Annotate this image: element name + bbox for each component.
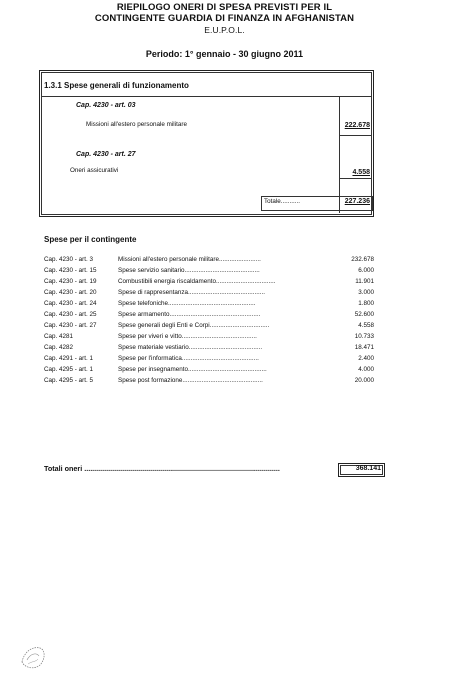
row-cap: Cap. 4230 - art. 15 bbox=[44, 267, 97, 274]
row-cap: Cap. 4295 - art. 1 bbox=[44, 366, 94, 373]
row-amount: 52.600 bbox=[354, 311, 374, 318]
row-amount: 1.800 bbox=[358, 300, 374, 307]
title-separator bbox=[41, 96, 371, 97]
table-row bbox=[44, 267, 374, 277]
row-cap: Cap. 4291 - art. 1 bbox=[44, 355, 94, 362]
contingente-title: Spese per il contingente bbox=[44, 235, 137, 244]
table-row bbox=[44, 333, 374, 343]
periodo: Periodo: 1° gennaio - 30 giugno 2011 bbox=[145, 49, 304, 59]
row-desc: Combustibili energia riscaldamento.................................. bbox=[118, 278, 276, 285]
row-amount: 3.000 bbox=[358, 289, 374, 296]
funzionamento-box-inner bbox=[41, 72, 372, 215]
row-cap: Cap. 4230 - art. 20 bbox=[44, 289, 97, 296]
table-row bbox=[44, 366, 374, 376]
row-cap: Cap. 4230 - art. 24 bbox=[44, 300, 97, 307]
row-cap: Cap. 4282 bbox=[44, 344, 74, 351]
row-amount: 6.000 bbox=[358, 267, 374, 274]
row-desc: Spese telefoniche.................................................. bbox=[118, 300, 256, 307]
header-line-3: E.U.P.O.L. bbox=[204, 25, 245, 35]
row-amount: 11.901 bbox=[355, 278, 374, 285]
table-row bbox=[44, 344, 374, 354]
amount-row-separator-2 bbox=[339, 178, 371, 179]
box-total-amount: 227.236 bbox=[344, 198, 370, 205]
table-row bbox=[44, 322, 374, 332]
table-row bbox=[44, 278, 374, 288]
row-cap: Cap. 4230 - art. 3 bbox=[44, 256, 94, 263]
row-amount: 10.733 bbox=[354, 333, 374, 340]
amount-row-separator bbox=[339, 135, 371, 136]
table-row bbox=[44, 311, 374, 321]
row-desc: Spese per l'informatica............................................ bbox=[118, 355, 259, 362]
row-desc: Spese post formazione.............................................. bbox=[118, 377, 263, 384]
totali-oneri-label: Totali oneri .................................................................................................. bbox=[44, 464, 280, 473]
totali-oneri-amount: 368.141 bbox=[355, 465, 381, 472]
row-desc: Missioni all'estero personale militare........................ bbox=[118, 256, 261, 263]
row-amount: 2.400 bbox=[358, 355, 374, 362]
table-row bbox=[44, 377, 374, 387]
row-desc: Spese di rappresentanza............................................ bbox=[118, 289, 265, 296]
row-desc: Spese materiale vestiario.......................................... bbox=[118, 344, 263, 351]
row-amount: 18.471 bbox=[354, 344, 374, 351]
table-row bbox=[44, 289, 374, 299]
table-row bbox=[44, 355, 374, 365]
row-desc: Spese per insegnamento............................................. bbox=[118, 366, 267, 373]
row-cap: Cap. 4230 - art. 19 bbox=[44, 278, 97, 285]
row-cap: Cap. 4281 bbox=[44, 333, 74, 340]
cap2-amount: 4.558 bbox=[352, 169, 370, 176]
box-total-label: Totale........... bbox=[264, 198, 301, 205]
row-desc: Spese armamento.................................................... bbox=[118, 311, 261, 318]
row-cap: Cap. 4295 - art. 5 bbox=[44, 377, 94, 384]
cap2-title: Cap. 4230 - art. 27 bbox=[76, 151, 136, 158]
row-amount: 4.558 bbox=[358, 322, 374, 329]
table-row bbox=[44, 256, 374, 266]
header-line-1: RIEPILOGO ONERI DI SPESA PREVISTI PER IL bbox=[116, 2, 333, 13]
stamp-mark bbox=[18, 642, 48, 670]
row-desc: Spese servizio sanitario........................................... bbox=[118, 267, 260, 274]
row-cap: Cap. 4230 - art. 25 bbox=[44, 311, 97, 318]
cap1-title: Cap. 4230 - art. 03 bbox=[76, 102, 136, 109]
cap1-desc: Missioni all'estero personale militare bbox=[86, 121, 187, 128]
row-cap: Cap. 4230 - art. 27 bbox=[44, 322, 97, 329]
row-amount: 20.000 bbox=[354, 377, 374, 384]
header-line-2: CONTINGENTE GUARDIA DI FINANZA IN AFGHANISTAN bbox=[94, 13, 355, 24]
row-desc: Spese per viveri e vitto........................................... bbox=[118, 333, 257, 340]
table-row bbox=[44, 300, 374, 310]
row-desc: Spese generali degli Enti e Corpi.................................. bbox=[118, 322, 270, 329]
section-title: 1.3.1 Spese generali di funzionamento bbox=[44, 81, 189, 90]
cap1-amount: 222.678 bbox=[344, 122, 370, 129]
cap2-desc: Oneri assicurativi bbox=[70, 167, 119, 174]
row-amount: 4.000 bbox=[358, 366, 374, 373]
row-amount: 232.678 bbox=[351, 256, 374, 263]
